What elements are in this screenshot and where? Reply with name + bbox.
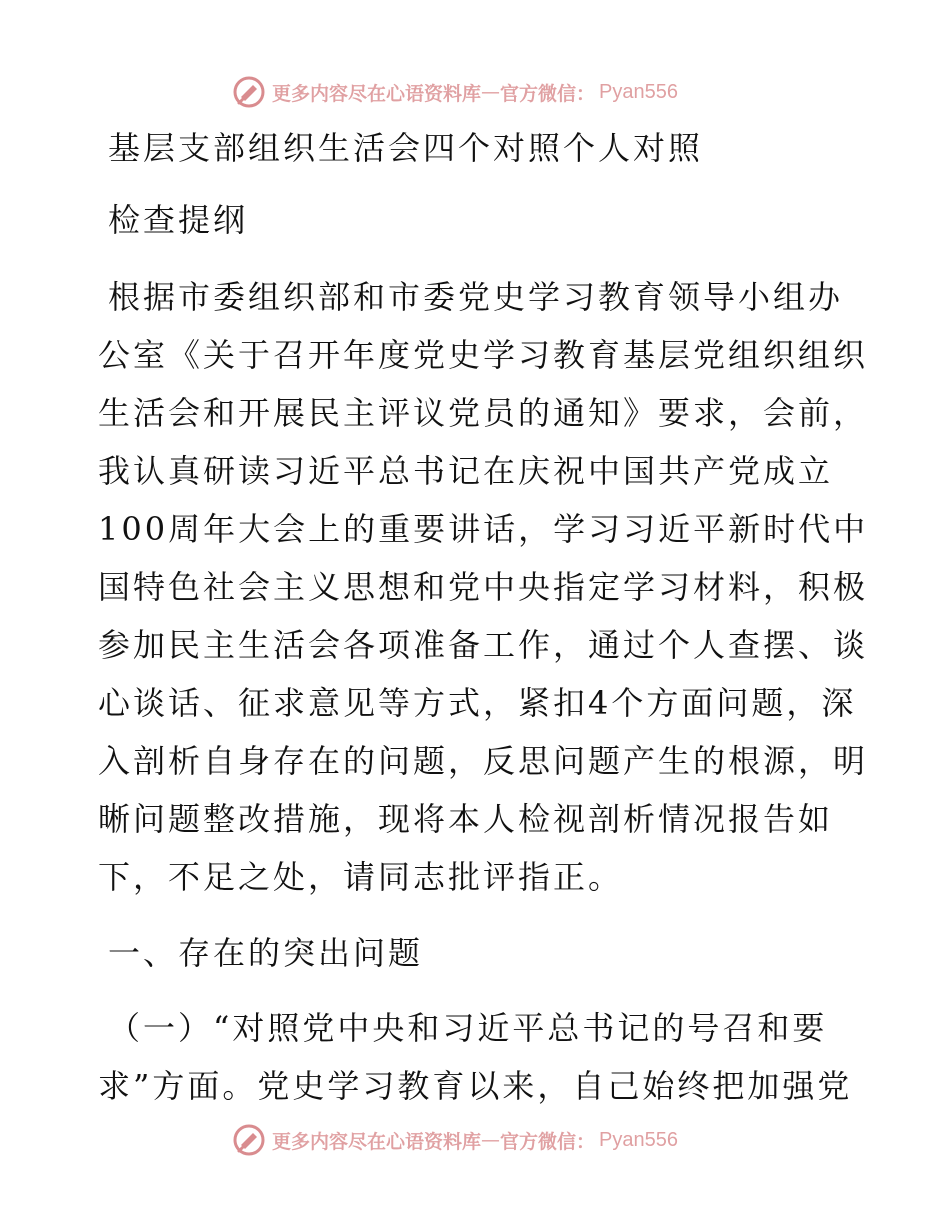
section-heading: 一、存在的突出问题 — [108, 934, 424, 972]
watermark-banner-top — [232, 72, 678, 112]
brand-logo-icon — [232, 75, 266, 109]
watermark-wechat-label: 官方微信： — [500, 1130, 596, 1153]
body-line-5: 100周年大会上的重要讲话，学习习近平新时代中 — [98, 510, 869, 548]
watermark-wechat-id: Pyan556 — [599, 1128, 678, 1151]
document-title-line-1: 基层支部组织生活会四个对照个人对照 — [108, 129, 704, 167]
subsection-line-1: （一）“对照党中央和习近平总书记的号召和要 — [108, 1009, 828, 1047]
brand-logo-icon — [232, 1123, 266, 1157]
body-line-8: 心谈话、征求意见等方式，紧扣4个方面问题，深 — [98, 684, 857, 722]
body-line-10: 晰问题整改措施，现将本人检视剖析情况报告如 — [98, 800, 834, 838]
document-title-line-2: 检查提纲 — [108, 201, 249, 239]
watermark-wechat-id: Pyan556 — [599, 80, 678, 103]
body-line-6: 国特色社会主义思想和党中央指定学习材料，积极 — [98, 568, 869, 606]
body-line-2: 公室《关于召开年度党史学习教育基层党组织组织 — [98, 336, 869, 374]
watermark-wechat-label: 官方微信： — [500, 82, 596, 105]
body-line-9: 入剖析自身存在的问题，反思问题产生的根源，明 — [98, 742, 869, 780]
body-line-7: 参加民主生活会各项准备工作，通过个人查摆、谈 — [98, 626, 869, 664]
watermark-separator: — — [481, 1129, 501, 1151]
watermark-separator: — — [481, 81, 501, 103]
body-line-11: 下，不足之处，请同志批评指正。 — [98, 858, 624, 896]
body-line-4: 我认真研读习近平总书记在庆祝中国共产党成立 — [98, 452, 834, 490]
body-line-1: 根据市委组织部和市委党史学习教育领导小组办 — [108, 278, 844, 316]
watermark-text: 更多内容尽在心语资料库 — [272, 1130, 482, 1153]
watermark-text: 更多内容尽在心语资料库 — [272, 82, 482, 105]
subsection-line-2: 求”方面。党史学习教育以来，自己始终把加强党 — [98, 1067, 853, 1105]
watermark-banner-bottom — [232, 1120, 678, 1160]
body-line-3: 生活会和开展民主评议党员的通知》要求，会前， — [98, 394, 869, 432]
